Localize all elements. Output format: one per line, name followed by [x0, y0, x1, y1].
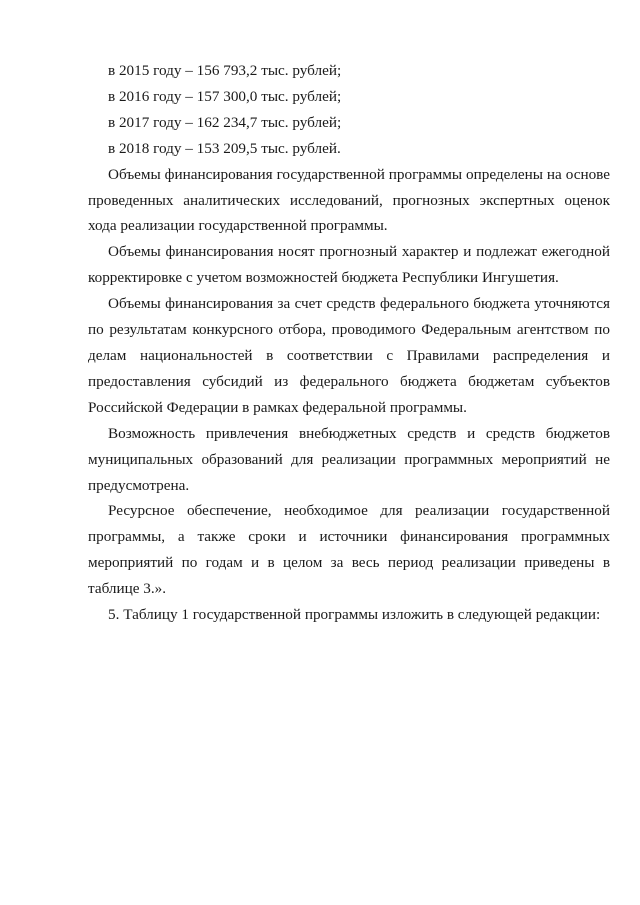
paragraph-table-amendment: 5. Таблицу 1 государственной программы изложить в следующей редакции: — [108, 606, 601, 624]
funding-year-2016: в 2016 году – 157 300,0 тыс. рублей; — [108, 87, 342, 105]
paragraph-funding-basis: Объемы финансирования государственной программы определены на основе проведенных аналитических исследований, прогнозных экспертных оценок хода реализации государственной программы. — [88, 165, 610, 235]
funding-year-2018: в 2018 году – 153 209,5 тыс. рублей. — [108, 139, 341, 157]
funding-year-2017: в 2017 году – 162 234,7 тыс. рублей; — [108, 113, 342, 131]
funding-year-2015: в 2015 году – 156 793,2 тыс. рублей; — [108, 62, 342, 79]
document-body — [88, 58, 610, 628]
paragraph-federal-budget: Объемы финансирования за счет средств федерального бюджета уточняются по результатам конкурсного отбора, проводимого Федеральным агентством по делам национальностей в соответствии с Правилами распределения и предоставления субсидий из федерального бюджета бюджетам субъектов Российской Федерации в рамках федеральной программы. — [88, 295, 610, 416]
paragraph-funding-forecast: Объемы финансирования носят прогнозный характер и подлежат ежегодной корректировке с учетом возможностей бюджета Республики Ингушетия. — [88, 243, 610, 287]
paragraph-resource-provision: Ресурсное обеспечение, необходимое для реализации государственной программы, а также сроки и источники финансирования программных мероприятий по годам и в целом за весь период реализации приведены в таблице 3.». — [88, 502, 610, 598]
paragraph-extrabudgetary: Возможность привлечения внебюджетных средств и средств бюджетов муниципальных образований для реализации программных мероприятий не предусмотрена. — [88, 424, 610, 494]
